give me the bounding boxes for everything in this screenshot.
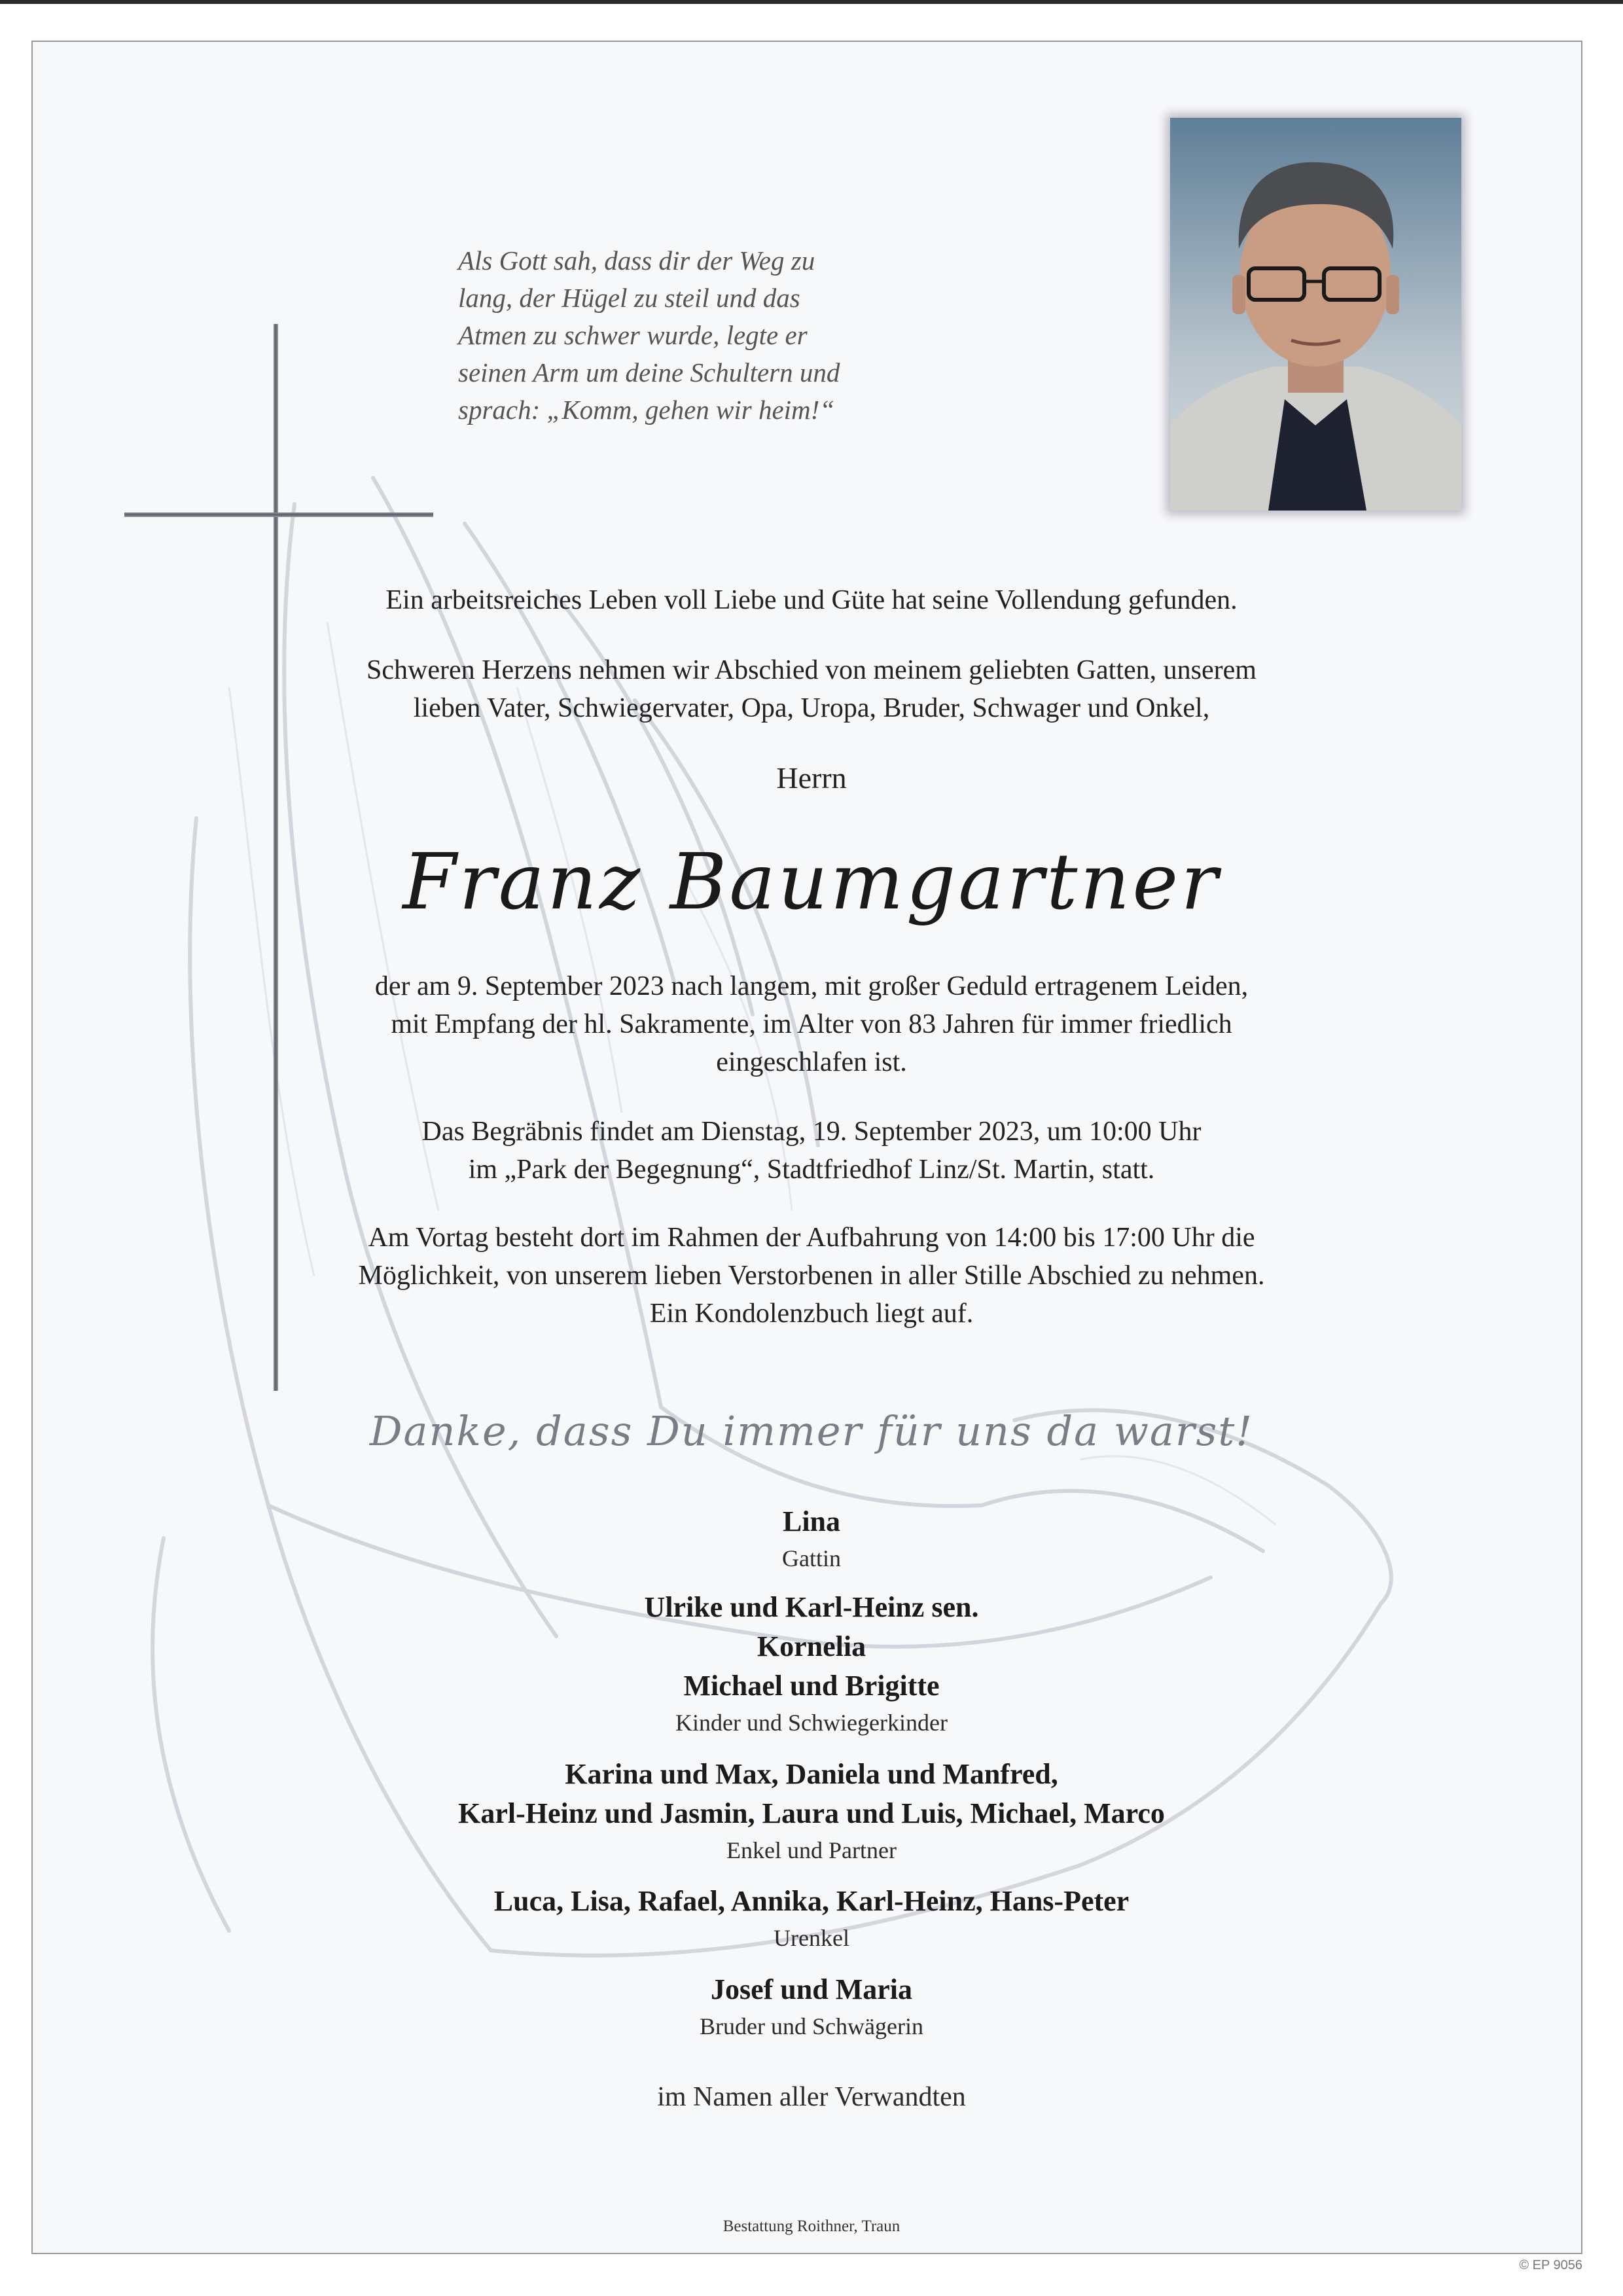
thanks-line: Danke, dass Du immer für uns da warst!	[369, 1407, 1254, 1455]
closing-text: im Namen aller Verwandten	[657, 2082, 966, 2112]
spouse-role: Gattin	[782, 1545, 841, 1571]
grandchildren-line-2: Karl-Heinz und Jasmin, Laura und Luis, Michael, Marco	[458, 1797, 1165, 1829]
mourner-spouse	[0, 1502, 1623, 1575]
siblings-role: Bruder und Schwägerin	[700, 2013, 923, 2039]
mourner-grandchildren	[0, 1755, 1623, 1867]
siblings-names: Josef und Maria	[711, 1973, 912, 2005]
children-line-2: Kornelia	[757, 1630, 866, 1662]
children-role: Kinder und Schwiegerkinder	[675, 1710, 948, 1736]
poem-line: lang, der Hügel zu steil und das	[458, 283, 800, 313]
great-grandchildren-role: Urenkel	[774, 1925, 849, 1951]
top-rule	[0, 0, 1623, 4]
death-line-2: mit Empfang der hl. Sakramente, im Alter von 83 Jahren für immer friedlich	[391, 1009, 1232, 1039]
great-grandchildren-names: Luca, Lisa, Rafael, Annika, Karl-Heinz, Hans-Peter	[493, 1885, 1130, 1917]
children-line-1: Ulrike und Karl-Heinz sen.	[644, 1591, 979, 1623]
mourner-great-grandchildren	[0, 1882, 1623, 1955]
viewing-line-1: Am Vortag besteht dort im Rahmen der Aufbahrung von 14:00 bis 17:00 Uhr die	[368, 1223, 1255, 1253]
viewing-details	[0, 1219, 1623, 1333]
life-line: Ein arbeitsreiches Leben voll Liebe und Güte hat seine Vollendung gefunden.	[385, 585, 1238, 615]
cross-horizontal-beam	[124, 512, 433, 517]
life-statement	[0, 581, 1623, 619]
farewell-line-1: Schweren Herzens nehmen wir Abschied von meinem geliebten Gatten, unserem	[366, 655, 1257, 685]
death-line-3: eingeschlafen ist.	[716, 1047, 907, 1077]
grandchildren-line-1: Karina und Max, Daniela und Manfred,	[565, 1758, 1058, 1790]
mourner-closing	[0, 2080, 1623, 2114]
mourner-siblings	[0, 1970, 1623, 2043]
funeral-home-credit: Bestattung Roithner, Traun	[722, 2217, 901, 2235]
funeral-line-2: im „Park der Begegnung“, Stadtfriedhof Linz/St. Martin, statt.	[468, 1155, 1155, 1185]
viewing-line-2: Möglichkeit, von unserem lieben Verstorbenen in aller Stille Abschied zu nehmen.	[358, 1261, 1265, 1291]
salutation	[0, 759, 1623, 797]
poem-line: seinen Arm um deine Schultern und	[458, 357, 840, 387]
death-line-1: der am 9. September 2023 nach langem, mit großer Geduld ertragenem Leiden,	[374, 971, 1249, 1001]
memorial-poem	[458, 242, 916, 429]
deceased-portrait-photo	[1170, 118, 1461, 511]
deceased-name: Franz Baumgartner	[402, 836, 1221, 927]
poem-line: sprach: „Komm, gehen wir heim!“	[458, 395, 835, 425]
salutation-text: Herrn	[776, 761, 847, 795]
funeral-line-1: Das Begräbnis findet am Dienstag, 19. September 2023, um 10:00 Uhr	[421, 1117, 1202, 1147]
template-code: © EP 9056	[1519, 2258, 1582, 2272]
grandchildren-role: Enkel und Partner	[726, 1837, 897, 1863]
children-line-3: Michael und Brigitte	[683, 1670, 940, 1702]
farewell-statement	[0, 651, 1623, 727]
death-notice	[0, 967, 1623, 1081]
viewing-line-3: Ein Kondolenzbuch liegt auf.	[649, 1299, 974, 1329]
spouse-name: Lina	[782, 1505, 841, 1537]
farewell-line-2: lieben Vater, Schwiegervater, Opa, Uropa, Bruder, Schwager und Onkel,	[413, 693, 1210, 723]
funeral-details	[0, 1113, 1623, 1189]
mourner-children	[0, 1588, 1623, 1740]
poem-line: Als Gott sah, dass dir der Weg zu	[458, 245, 815, 276]
poem-line: Atmen zu schwer wurde, legte er	[458, 320, 808, 350]
